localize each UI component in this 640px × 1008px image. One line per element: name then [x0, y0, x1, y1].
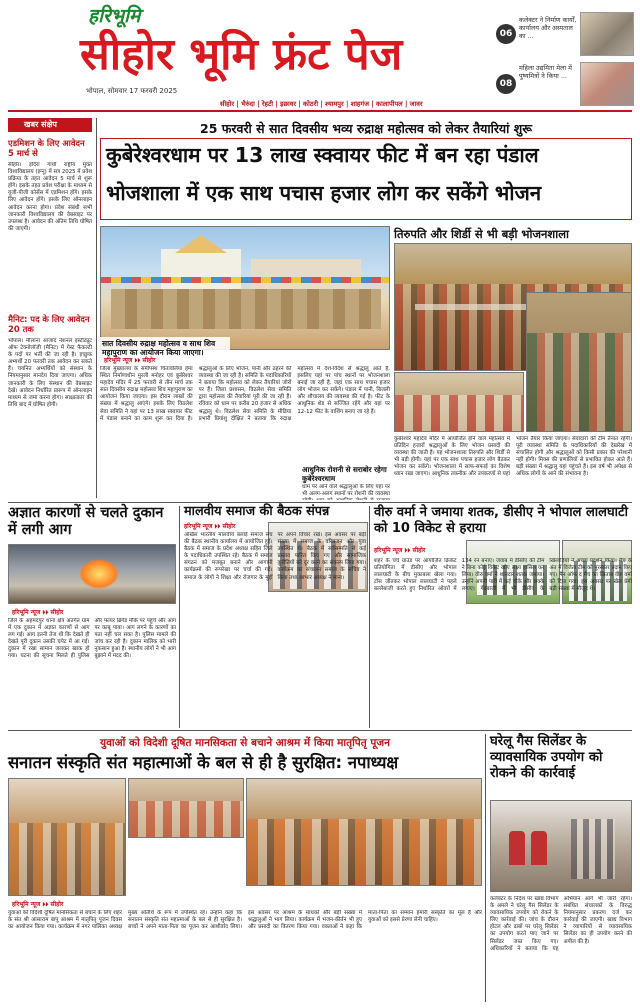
lead-body: जिला मुख्यालय के समीपस्थ चितावलिया हेमा स्थित निर्माणाधीन मुरली मनोहर एवं कुबेरेश्वर महादेव मंदिर में 25 फरवरी से तीन मार्च तक सात दिवसीय रुद्राक्ष महोत्सव शिव महापुराण का आयोजन किया जाएगा। इस दौरान लाखों की संख्या में श्रद्धालु आएंगे। इसके लिए विठलेश सेवा समिति ने यहां पर 13 लाख स्क्वायर फीट में पंडाल बनाने का काम शुरू कर दिया है। श्रद्धालुओं के लिए भोजन, पानी और ठहरने की व्यवस्था की जा रही है। समिति के पदाधिकारियों ने बताया कि महोत्सव को लेकर तैयारियां जोरों पर हैं। जिला प्रशासन, विठलेश सेवा समिति द्वारा महोत्सव की तैयारियां पूरी की जा रही हैं। रविवार को धाम पर करीब 20 हजार से अधिक श्रद्धालु थे। विठलेश सेवा समिति के मीडिया प्रभारी प्रियांशु दीक्षित ने बताया कि रुद्राक्ष महोत्सव में देश-विदेश से श्रद्धालु आते हैं, इसलिए यहां पर पांच स्थानों पर भोजनशाला बनाई जा रही है, जहां एक साथ पचास हजार लोग भोजन कर सकेंगे। पंडाल में पानी, बिजली और शौचालय की व्यवस्था की गई है। फीट के आधुनिक शेड से सज्जित रहेंगे और यहां पर 12-12 फीट के वाशिंग बनाए जा रहे हैं।	[100, 366, 390, 422]
column-rule	[485, 734, 486, 1002]
fire-byline: हरिभूमि न्यूज ⏵⏵ सीहोर	[12, 609, 64, 616]
gas-photo	[490, 800, 632, 892]
second-photo-2	[394, 372, 524, 432]
teaser-text: महिला उद्यमिता मेला में पुष्यमित्रों ने किया ...	[519, 64, 572, 80]
fire-body: जिले के अहमदपुर थाना क्षेत्र अंतर्गत ग्राम में एक दुकान में अज्ञात कारणों से आग लग गई। आग इतनी तेज थी कि देखते ही देखते पूरी दुकान उसकी चपेट में आ गई। दुकान में रखा सामान जलकर खाक हो गया। घटना की सूचना मिलते ही पुलिस और फायर ब्रिगेड मौके पर पहुंचे और आग पर काबू पाया। आग लगने के कारणों का पता नहीं चल सका है। पुलिस मामले की जांच कर रही है। दुकान मालिक को भारी नुकसान हुआ है। स्थानीय लोगों ने भी आग बुझाने में मदद की।	[8, 618, 176, 660]
teaser-2[interactable]	[496, 60, 636, 108]
dateline: भोपाल, सोमवार 17 फरवरी 2025	[86, 87, 178, 95]
malvi-byline: हरिभूमि न्यूज ⏵⏵ सीहोर	[184, 523, 236, 530]
page-title: सीहोर भूमि फ्रंट पेज	[80, 29, 403, 80]
masthead	[0, 0, 640, 112]
teaser-text: कलेक्टर ने निर्माण कार्यों, कार्यालय और अस्पताल का ...	[519, 16, 577, 40]
second-body: कुबेरेश्वर महादेव मंदिर में आयोजित होने वाले महोत्सव में प्रतिदिन हजारों श्रद्धालुओं के लिए भोजन प्रसादी की व्यवस्था की जाती है। यह भोजनशाला तिरुपति और शिर्डी से भी बड़ी होगी। यहां पर एक साथ पचास हजार लोग बैठकर भोजन कर सकेंगे। भोजनशाला में साफ-सफाई का विशेष ध्यान रखा जाएगा। आधुनिक तकनीक और उपकरणों से यहां भोजन तैयार किया जाएगा। सेवादारों की टीम तैनात रहेगी। पूरी व्यवस्था समिति के पदाधिकारियों की देखरेख में संचालित होगी और श्रद्धालुओं को किसी प्रकार की परेशानी नहीं होगी। मिक्स की प्रणालियों से प्रभावित होकर आते हैं। बड़ी संख्या में श्रद्धालु यहां पहुंचते हैं। इस वर्ष भी अपेक्षा से अधिक लोगों के आने की संभावना है।	[394, 436, 632, 478]
ashram-byline: हरिभूमि न्यूज ⏵⏵ सीहोर	[12, 901, 64, 908]
ashram-kicker: युवाओं को विदेशी दूषित मानसिकता से बचाने आश्रम में किया मातृपितृ पूजन	[100, 737, 390, 749]
masthead-rule	[8, 110, 632, 112]
lead-headline-2: भोजशाला में एक साथ पचास हजार लोग कर सकेंगे भोजन	[106, 181, 542, 205]
ashram-headline: सनातन संस्कृति संत महात्माओं के बल से ही है सुरक्षित: नपाध्यक्ष	[8, 753, 399, 772]
lead-headline-1: कुबेरेश्वरधाम पर 13 लाख स्क्वायर फीट में बन रहा पंडाल	[106, 143, 539, 167]
lead-sub-body: धाम पर आने वाले श्रद्धालुओं के लिए यहां पर भी अलग-अलग स्थानों पर रोशनी की व्यवस्था	[302, 484, 390, 498]
cricket-byline: हरिभूमि न्यूज ⏵⏵ सीहोर	[374, 547, 426, 554]
brief-body: सीहोर। इंदिरा गांधी राष्ट्रीय मुक्त विश्वविद्यालय (इग्नू) में सत्र 2025 में प्रवेश प्रक्रिया के तहत आवेदन 5 मार्च से शुरू होंगे। इसके तहत प्रवेश परीक्षा के माध्यम से यूजी-पीजी कोर्सेस में एडमिशन होंगे। इसके लिए आवेदन होंगे। इसके लिए ऑनलाइन आवेदन करना होगा। प्रवेश संबंधी सभी जानकारी विश्वविद्यालय की वेबसाइट पर उपलब्ध है। आवेदन की अंतिम तिथि घोषित की जाएगी।	[8, 162, 92, 232]
column-rule	[369, 506, 370, 728]
teaser-1[interactable]	[496, 10, 636, 58]
section-rule	[8, 730, 632, 731]
gas-body: कलेक्टर के निर्देश पर खाद्य विभाग के अमले ने घरेलू गैस सिलेंडर के व्यावसायिक उपयोग को रोकने के लिए कार्रवाई की। जांच के दौरान होटल और ढाबों पर घरेलू सिलेंडर का उपयोग करते पाए जाने पर सिलेंडर जब्त किए गए। अधिकारियों ने बताया कि यह अभियान आगे भी जारी रहेगा। संबंधित संचालकों के विरुद्ध नियमानुसार प्रकरण दर्ज कर कार्रवाई की जाएगी। खाद्य विभाग ने व्यापारियों से व्यावसायिक सिलेंडर का ही उपयोग करने की अपील की है।	[490, 896, 632, 952]
cricket-headline: वीरु वर्मा ने जमाया शतक, डीसीए ने भोपाल लालघाटी को 10 विकेट से हराया	[374, 505, 628, 536]
lead-photo-caption: सात दिवसीय रुद्राक्ष महोत्सव व साथ शिव महापुराण का आयोजन किया जाएगा।	[100, 337, 230, 359]
sidebar-header: खबर संक्षेप	[8, 118, 92, 132]
column-rule	[179, 506, 180, 728]
district-bar: सीहोर | भैरुंदा | रेहटी | इछावर | कोठरी | श्यामपुर | शाहगंज | कालापीपल | जावर	[220, 100, 423, 108]
second-headline: तिरुपति और शिर्डी से भी बड़ी भोजनशाला	[394, 227, 569, 241]
lead-subhead: आधुनिक रोशनी से सराबोर रहेगा कुबेरेश्वरधाम	[302, 465, 387, 483]
brief-body: भोपाल। मौलाना आजाद नेशनल इंस्टीट्यूट ऑफ टेक्नोलॉजी (मैनिट) में गेस्ट फैकल्टी के पदों पर भर्ती की जा रही है। इच्छुक अभ्यर्थी 20 फरवरी तक आवेदन कर सकते हैं। चयनित अभ्यर्थियों को संस्थान के नियमानुसार मानदेय दिया जाएगा। अधिक जानकारी के लिए संस्थान की वेबसाइट देखें। आवेदन निर्धारित प्रारूप में ऑनलाइन माध्यम से जमा करना होगा। साक्षात्कार की तिथि बाद में घोषित होगी।	[8, 338, 92, 408]
sidebar-news-brief	[8, 118, 92, 496]
teaser-photo	[580, 12, 634, 56]
ashram-photo-2	[128, 778, 244, 838]
teaser-number: 06	[496, 24, 516, 44]
section-rule	[8, 502, 632, 503]
ashram-photo-1	[8, 778, 126, 896]
fire-headline: अज्ञात कारणों से चलते दुकान में लगी आग	[8, 505, 164, 538]
second-photo-3	[526, 292, 632, 432]
fire-photo	[8, 544, 176, 604]
lead-kicker: 25 फरवरी से सात दिवसीय भव्य रुद्राक्ष महोत्सव को लेकर तैयारियां शुरू	[200, 121, 532, 136]
brand-logo: हरिभूमि	[88, 5, 141, 27]
brief-headline: मैनिट: पद के लिए आवेदन 20 तक	[8, 314, 90, 334]
lead-photo	[100, 226, 390, 350]
cricket-body: शहर के चर्च ग्राउंड पर आयोजित क्रिकेट प्रतियोगिता में डीसीए और भोपाल लालघाटी के बीच मुकाबला खेला गया। टॉस जीतकर भोपाल लालघाटी ने पहले बल्लेबाजी करते हुए निर्धारित ओवरों में 134 रन बनाए। जवाब में डीसीए की टीम ने बिना कोई विकेट खोए लक्ष्य हासिल कर लिया। वीरु वर्मा ने शानदार शतक जमाया। उन्होंने अपनी पारी में कई चौके और छक्के लगाए। गेंदबाजी में भी डीसीए के खिलाड़ियों ने अच्छा प्रदर्शन किया। मैच के अंत में विजेता टीम को पुरस्कार प्रदान किए गए। मैन ऑफ द मैच का खिताब वीरु वर्मा को दिया गया। इस अवसर पर खेल प्रेमी बड़ी संख्या में मौजूद थे।	[374, 558, 632, 593]
teaser-photo	[580, 62, 634, 106]
malvi-headline: मालवीय समाज की बैठक संपन्न	[184, 504, 330, 519]
ashram-photo-3	[246, 778, 482, 886]
brief-headline: एडमिशन के लिए आवेदन 5 मार्च से	[8, 138, 85, 158]
ashram-body: युवाओं को विदेशी दूषित मानसिकता से बचाने के लिए शहर के संत श्री आसाराम बापू आश्रम में मातृपितृ पूजन दिवस का आयोजन किया गया। कार्यक्रम में नगर पालिका अध्यक्ष मुख्य अतिथि के रूप में उपस्थित रहे। उन्होंने कहा कि सनातन संस्कृति संत महात्माओं के बल से ही सुरक्षित है। बच्चों ने अपने माता-पिता का पूजन कर आशीर्वाद लिया। इस अवसर पर आश्रम के साधकों और बड़ी संख्या में श्रद्धालुओं ने भाग लिया। कार्यक्रम में भजन-कीर्तन भी हुए और प्रसादी का वितरण किया गया। वक्ताओं ने कहा कि माता-पिता का सम्मान हमारी संस्कृति का मूल है और युवाओं को इससे प्रेरणा लेनी चाहिए।	[8, 910, 482, 931]
lead-byline: हरिभूमि न्यूज ⏵⏵ सीहोर	[104, 357, 156, 364]
gas-headline: घरेलू गैस सिलेंडर के व्यावसायिक उपयोग को रोकने की कार्रवाई	[490, 734, 603, 781]
sidebar-divider	[96, 118, 97, 498]
malvi-body: अखिल भारतीय मालवीय बलाई समाज संघ की बैठक स्थानीय कार्यालय में आयोजित हुई। बैठक में समाज के प्रदेश अध्यक्ष सहित जिले के पदाधिकारी उपस्थित रहे। बैठक में समाज संगठन को मजबूत बनाने और आगामी कार्यक्रमों की रूपरेखा पर चर्चा की गई। समाज के लोगों ने शिक्षा और रोजगार के मुद्दों पर अपने विचार रखे। इस अवसर पर बड़ी संख्या में समाज के वरिष्ठजन और युवा उपस्थित थे। बैठक में सर्वसम्मति से कई प्रस्ताव पारित किए गए और सामाजिक कुरीतियों को दूर करने का संकल्प लिया गया। कार्यक्रम का संचालन समाज के सचिव ने किया तथा आभार अध्यक्ष ने माना।	[184, 532, 366, 581]
teaser-number: 08	[496, 74, 516, 94]
